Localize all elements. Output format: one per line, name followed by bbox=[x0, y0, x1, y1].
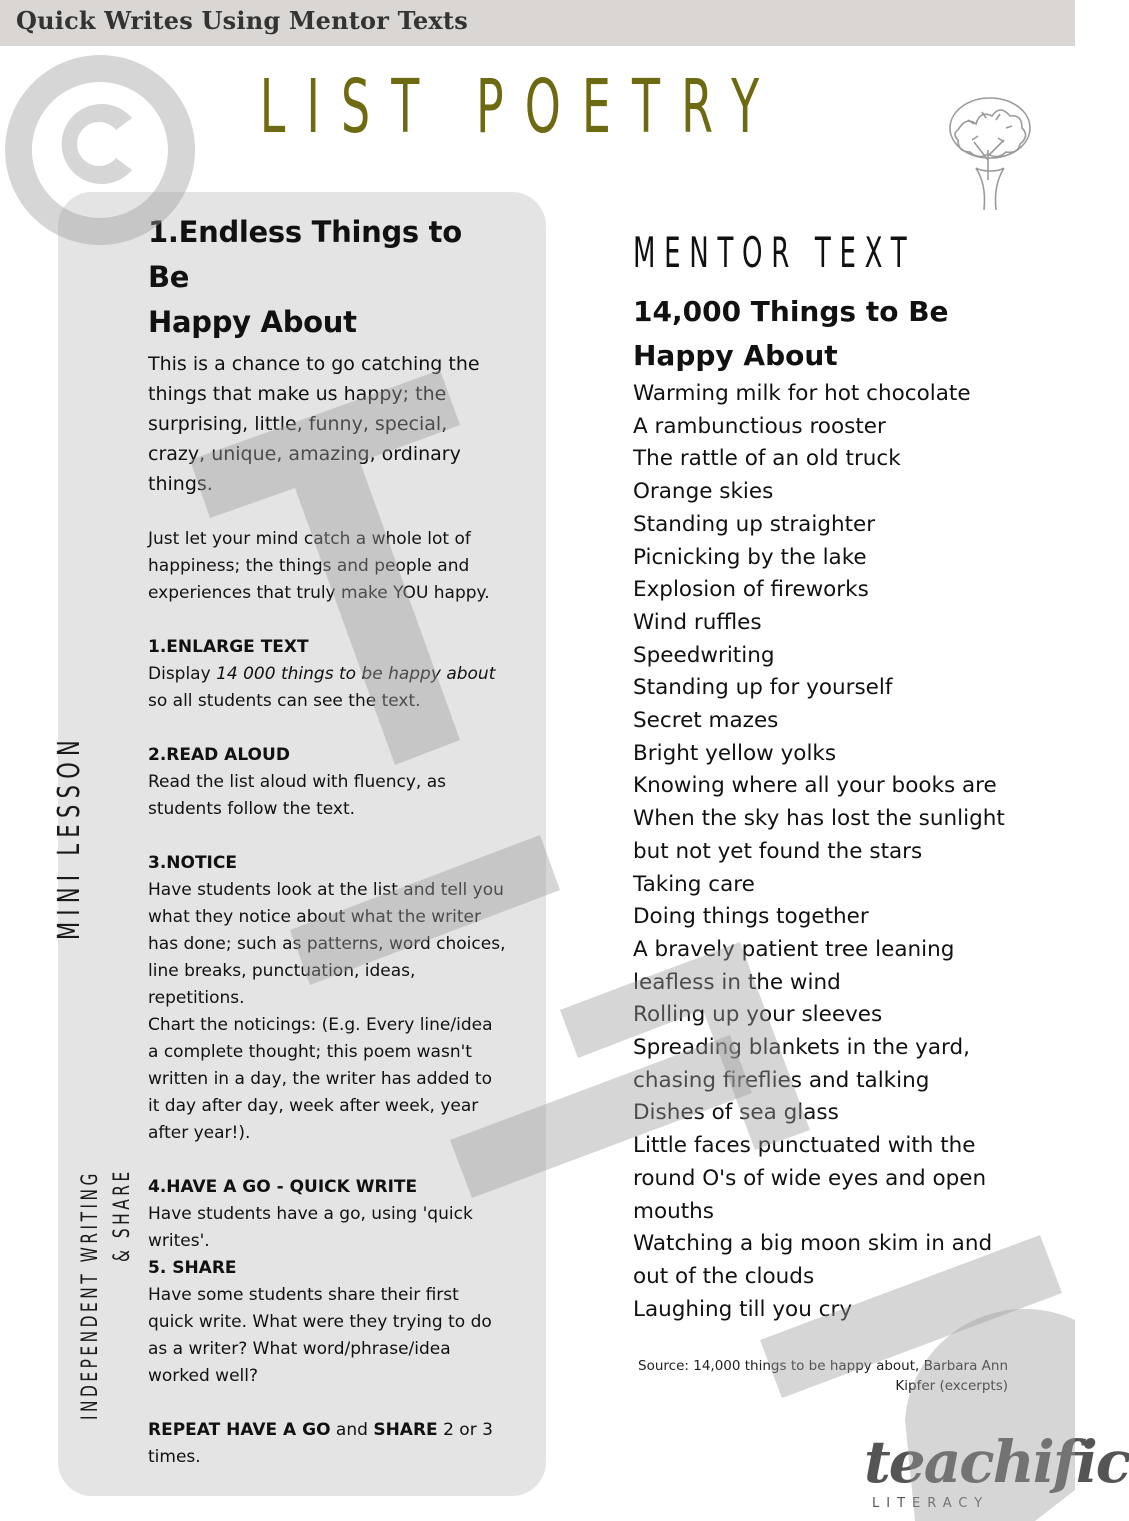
poem-line: Knowing where all your books are bbox=[633, 773, 997, 799]
poem-line: out of the clouds bbox=[633, 1263, 815, 1289]
poem-line: Standing up straighter bbox=[633, 511, 876, 537]
mentor-text-section bbox=[633, 228, 1053, 1326]
step3-heading: 3.NOTICE bbox=[148, 853, 237, 873]
poem-line: Watching a big moon skim in and bbox=[633, 1231, 993, 1257]
poem-line: The rattle of an old truck bbox=[633, 446, 901, 472]
mentor-title-line1: 14,000 Things to Be bbox=[633, 295, 949, 328]
poem-line: Taking care bbox=[633, 871, 755, 897]
lesson-title-line2: Happy About bbox=[148, 305, 357, 339]
mentor-title-line2: Happy About bbox=[633, 339, 838, 372]
poem-line: Dishes of sea glass bbox=[633, 1100, 839, 1126]
poem-line: round O's of wide eyes and open bbox=[633, 1165, 987, 1191]
poem-line: Little faces punctuated with the bbox=[633, 1133, 976, 1159]
tree-icon bbox=[938, 90, 1042, 214]
poem-line: Rolling up your sleeves bbox=[633, 1002, 883, 1028]
poem-line: Laughing till you cry bbox=[633, 1296, 853, 1322]
poem-line: Standing up for yourself bbox=[633, 675, 893, 701]
poem-line: Picnicking by the lake bbox=[633, 544, 867, 570]
teachific-logo bbox=[864, 1428, 1129, 1518]
source-line1: Source: 14,000 things to be happy about, Barbara Ann bbox=[638, 1358, 1008, 1374]
poem-line: Orange skies bbox=[633, 479, 774, 505]
step2-body: Read the list aloud with fluency, as students follow the text. bbox=[148, 772, 446, 819]
step3-chart: Chart the noticings: (E.g. Every line/idea a complete thought; this poem wasn't written in a day, the writer has added to it day after day, week after week, year after year!). bbox=[148, 1015, 493, 1143]
logo-subtitle: LITERACY bbox=[872, 1496, 990, 1511]
logo-word: teachific bbox=[864, 1428, 1129, 1496]
independent-writing-label: INDEPENDENT WRITING bbox=[78, 1170, 103, 1420]
series-title: Quick Writes Using Mentor Texts bbox=[16, 6, 468, 35]
poem-line: Explosion of fireworks bbox=[633, 577, 869, 603]
poem-line: Speedwriting bbox=[633, 642, 775, 668]
lesson-title bbox=[148, 210, 508, 345]
repeat-instruction: REPEAT HAVE A GO and SHARE 2 or 3 times. bbox=[148, 1420, 493, 1467]
poem-line: A bravely patient tree leaning bbox=[633, 936, 955, 962]
poem-line: Spreading blankets in the yard, bbox=[633, 1035, 970, 1061]
step5-heading: 5. SHARE bbox=[148, 1258, 237, 1278]
step4-body: Have students have a go, using 'quick writes'. bbox=[148, 1204, 473, 1251]
header-bar bbox=[0, 0, 1075, 46]
step3-body: Have students look at the list and tell you what they notice about what the writer has done; such as patterns, word choices, line breaks, punctuation, ideas, repetitions. bbox=[148, 880, 506, 1008]
mini-lesson-label: MINI LESSON bbox=[52, 733, 87, 940]
step4-heading: 4.HAVE A GO - QUICK WRITE bbox=[148, 1177, 418, 1197]
mentor-title bbox=[633, 290, 1053, 378]
poem-lines bbox=[633, 378, 1053, 1326]
lesson-content bbox=[148, 210, 508, 1471]
poem-line: Wind ruffles bbox=[633, 609, 762, 635]
step1-body: Display 14 000 things to be happy about so all students can see the text. bbox=[148, 664, 496, 711]
poem-line: A rambunctious rooster bbox=[633, 413, 886, 439]
poem-line: leafless in the wind bbox=[633, 969, 841, 995]
poem-line: mouths bbox=[633, 1198, 714, 1224]
poem-line: When the sky has lost the sunlight bbox=[633, 806, 1005, 832]
and-share-label: & SHARE bbox=[110, 1168, 135, 1262]
poem-line: but not yet found the stars bbox=[633, 838, 923, 864]
poem-line: Doing things together bbox=[633, 904, 869, 930]
mentor-text-heading: MENTOR TEXT bbox=[633, 228, 916, 277]
step5-body: Have some students share their first quick write. What were they trying to do as a writer? What word/phrase/idea worked well? bbox=[148, 1285, 492, 1386]
poem-line: Warming milk for hot chocolate bbox=[633, 381, 971, 406]
source-citation bbox=[630, 1356, 1008, 1396]
page-title: LIST POETRY bbox=[259, 64, 781, 150]
source-line2: Kipfer (excerpts) bbox=[895, 1378, 1008, 1394]
step1-heading: 1.ENLARGE TEXT bbox=[148, 637, 309, 657]
step2-heading: 2.READ ALOUD bbox=[148, 745, 290, 765]
poem-line: Bright yellow yolks bbox=[633, 740, 837, 766]
poem-line: chasing fireflies and talking bbox=[633, 1067, 930, 1093]
lesson-intro: This is a chance to go catching the things that make us happy; the surprising, little, funny, special, crazy, unique, amazing, ordinary things. bbox=[148, 353, 480, 495]
lesson-title-line1: 1.Endless Things to Be bbox=[148, 215, 462, 294]
poem-line: Secret mazes bbox=[633, 708, 779, 734]
lesson-prompt: Just let your mind catch a whole lot of happiness; the things and people and experiences that truly make YOU happy. bbox=[148, 529, 490, 603]
